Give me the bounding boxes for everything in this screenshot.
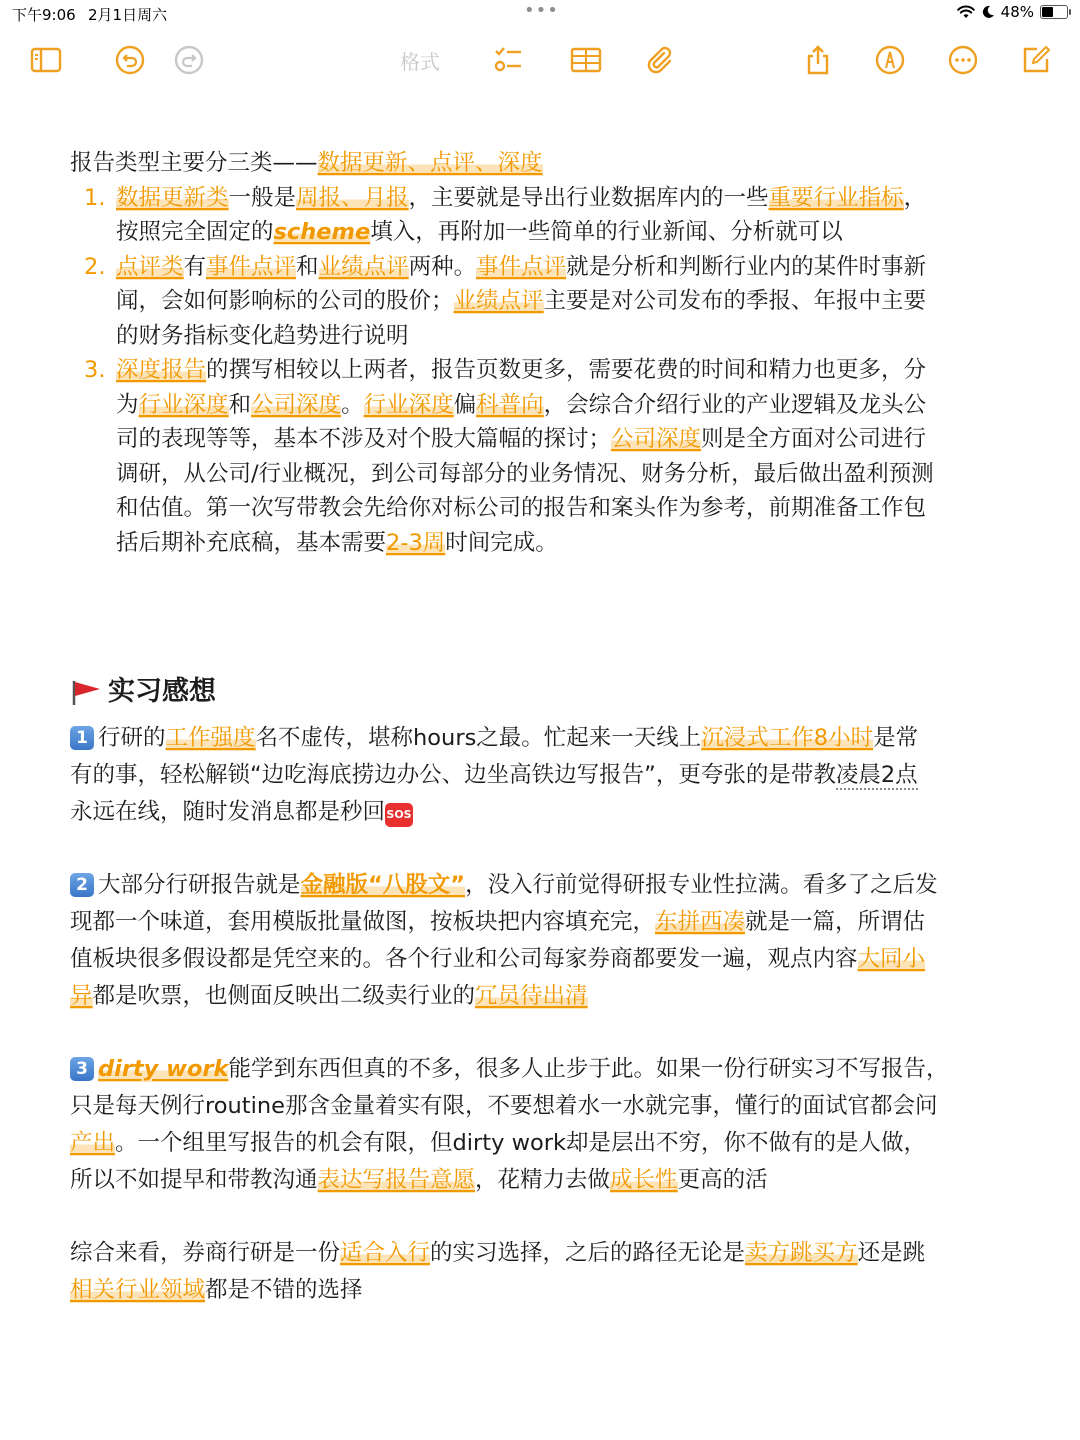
- sidebar-toggle-button[interactable]: [28, 42, 64, 78]
- highlight: 表达写报告意愿: [317, 1167, 476, 1193]
- highlight: scheme: [273, 219, 371, 245]
- text: 的实习选择，之后的路径无论是: [430, 1240, 746, 1266]
- text: 和: [228, 391, 252, 418]
- highlight: 点评类: [116, 253, 184, 280]
- text: 司的表现等等，基本不涉及对个股大篇幅的探讨；: [116, 426, 612, 452]
- text: 都是不错的选择: [205, 1277, 363, 1303]
- checklist-icon: [492, 44, 524, 76]
- battery-fill: [1042, 7, 1053, 17]
- text: ，主要就是导出行业数据库内的一些: [408, 184, 769, 211]
- paperclip-icon: [644, 44, 676, 76]
- text: 一般是: [228, 184, 297, 211]
- keycap-3-icon: 3: [70, 1057, 94, 1081]
- text: 行研的: [98, 725, 166, 751]
- highlight: 异: [70, 983, 93, 1009]
- compose-button[interactable]: [1018, 42, 1054, 78]
- share-icon: [802, 44, 834, 76]
- battery-icon: [1040, 5, 1068, 19]
- text: 和: [296, 253, 319, 280]
- text: 两种。: [408, 253, 477, 280]
- undo-icon: [114, 44, 146, 76]
- text: 值板块很多假设都是凭空来的。各个行业和公司每家券商都要发一遍，观点内容: [70, 946, 858, 972]
- text: 有的事，轻松解锁“边吃海底捞边办公、边坐高铁边写报告”，更夸张的是带教: [70, 762, 836, 788]
- text: ，没入行前觉得研报专业性拉满。看多了之后发: [465, 872, 938, 898]
- status-date: 2月1日周六: [88, 6, 168, 24]
- highlight: 工作强度: [165, 725, 256, 751]
- status-bar: [0, 0, 1080, 28]
- text: 和估值。第一次写带教会先给你对标公司的报告和案头作为参考，前期准备工作包: [116, 495, 927, 521]
- text: 闻，会如何影响标的公司的股价；: [116, 288, 454, 314]
- text: 只是每天例行routine那含金量着实有限，不要想着水一水就完事，懂行的面试官都会问: [70, 1093, 938, 1119]
- text: 的财务指标变化趋势进行说明: [116, 322, 409, 349]
- compose-icon: [1020, 44, 1052, 76]
- text: 永远在线，随时发消息都是秒回: [70, 799, 386, 825]
- list-item-2: [70, 250, 1020, 354]
- moon-icon: [981, 5, 995, 19]
- text: 括后期补充底稿，基本需要: [116, 529, 387, 556]
- battery-percent: 48%: [1000, 3, 1034, 21]
- highlight: 成长性: [610, 1167, 678, 1193]
- table-icon: [570, 44, 602, 76]
- list-number: 3.: [84, 357, 106, 383]
- text: 填入，再附加一些简单的行业新闻、分析就可以: [370, 219, 843, 245]
- undo-button[interactable]: [112, 42, 148, 78]
- highlight: 事件点评: [206, 253, 297, 280]
- note-body[interactable]: [70, 146, 1020, 1309]
- highlight: 周报、月报: [296, 184, 409, 211]
- dotted-text: 凌晨2点: [835, 762, 918, 788]
- checklist-button[interactable]: [490, 42, 526, 78]
- sos-icon: SOS: [385, 803, 413, 827]
- report-types-section: [70, 146, 1020, 560]
- text: 则是全方面对公司进行: [701, 426, 927, 452]
- text: 是常: [873, 725, 919, 751]
- highlight: 业绩点评: [453, 288, 544, 314]
- highlight: 产出: [70, 1130, 116, 1156]
- keycap-1-icon: 1: [70, 726, 94, 750]
- text: 。: [341, 391, 364, 418]
- notes-toolbar: [0, 36, 1080, 84]
- heading-text: 实习感想: [108, 676, 216, 707]
- list-number: 1.: [84, 184, 106, 211]
- spacer: [70, 831, 1020, 867]
- paragraph-3: [70, 1051, 1020, 1199]
- intro-line: [70, 146, 1020, 181]
- more-button[interactable]: [945, 42, 981, 78]
- format-button[interactable]: 格式: [400, 50, 440, 74]
- paragraph-4: [70, 1235, 1020, 1309]
- highlight: 重要行业指标: [768, 184, 904, 211]
- text: 能学到东西但真的不多，很多人止步于此。如果一份行研实习不写报告，: [228, 1056, 949, 1082]
- highlight: 公司深度: [251, 391, 342, 418]
- attachment-button[interactable]: [642, 42, 678, 78]
- multitasking-dots-icon[interactable]: •••: [524, 0, 559, 21]
- text: 大部分行研报告就是: [98, 872, 301, 898]
- text: 综合来看，券商行研是一份: [70, 1240, 341, 1266]
- highlight: 金融版“八股文”: [300, 872, 466, 898]
- text: 就是一篇，所谓估: [745, 909, 926, 935]
- highlight: 卖方跳买方: [745, 1240, 858, 1266]
- status-time: 下午9:06: [12, 6, 76, 24]
- list-item-1: [70, 181, 1020, 250]
- list-number: 2.: [84, 253, 106, 280]
- text: 都是吹票，也侧面反映出二级卖行业的: [92, 983, 476, 1009]
- highlight: 科普向: [476, 391, 544, 418]
- spacer: [70, 1015, 1020, 1051]
- highlight: 公司深度: [611, 426, 702, 452]
- text: 时间完成。: [445, 529, 558, 556]
- share-button[interactable]: [800, 42, 836, 78]
- text: 就是分析和判断行业内的某件时事新: [566, 253, 927, 280]
- text: 。一个组里写报告的机会有限，但dirty work却是层出不穷，你不做有的是人做，: [115, 1130, 927, 1156]
- highlight: 适合入行: [340, 1240, 431, 1266]
- highlight: 行业深度: [363, 391, 454, 418]
- status-right: [957, 3, 1068, 21]
- redo-button[interactable]: [171, 42, 207, 78]
- markup-button[interactable]: [872, 42, 908, 78]
- list-item-3: [70, 353, 1020, 560]
- pen-markup-icon: [874, 44, 906, 76]
- highlight: 沉浸式工作8小时: [701, 725, 874, 751]
- section-heading: [70, 672, 1020, 712]
- text: 偏: [453, 391, 477, 418]
- spacer: [70, 1199, 1020, 1235]
- highlight: 事件点评: [476, 253, 567, 280]
- text: 现都一个味道，套用模版批量做图，按板块把内容填充完，: [70, 909, 656, 935]
- redo-icon: [173, 44, 205, 76]
- text: 报告类型主要分三类——: [70, 150, 318, 176]
- sidebar-icon: [30, 44, 62, 76]
- highlight: 业绩点评: [318, 253, 409, 280]
- highlight: 数据更新类: [116, 184, 229, 211]
- paragraph-1: [70, 720, 1020, 831]
- more-ellipsis-icon: [947, 44, 979, 76]
- text: 的撰写相较以上两者，报告页数更多，需要花费的时间和精力也更多，分: [206, 357, 927, 383]
- text: 更高的活: [677, 1167, 768, 1193]
- text: ，: [903, 184, 927, 211]
- spacer: [70, 560, 1020, 672]
- text: 所以不如提早和带教沟通: [70, 1167, 318, 1193]
- text: 主要是对公司发布的季报、年报中主要: [543, 288, 927, 314]
- text: 按照完全固定的: [116, 219, 274, 245]
- keycap-2-icon: 2: [70, 873, 94, 897]
- highlight: 数据更新、点评、深度: [317, 150, 543, 176]
- wifi-icon: [957, 5, 975, 19]
- red-flag-icon: [70, 677, 104, 707]
- table-button[interactable]: [568, 42, 604, 78]
- highlight: 行业深度: [138, 391, 229, 418]
- highlight: 冗员待出清: [475, 983, 588, 1009]
- text: ，花精力去做: [475, 1167, 611, 1193]
- highlight: dirty work: [98, 1056, 229, 1082]
- highlight: 2-3周: [386, 529, 446, 556]
- text: ，会综合介绍行业的产业逻辑及龙头公: [543, 391, 927, 418]
- text: 名不虚传，堪称hours之最。忙起来一天线上: [255, 725, 702, 751]
- highlight: 东拼西凑: [655, 909, 746, 935]
- paragraph-2: [70, 867, 1020, 1015]
- text: 为: [116, 391, 139, 418]
- text: 有: [183, 253, 207, 280]
- highlight: 大同小: [857, 946, 926, 972]
- highlight: 相关行业领域: [70, 1277, 206, 1303]
- text: 调研，从公司/行业概况，到公司每部分的业务情况、财务分析，最后做出盈利预测: [116, 460, 934, 487]
- highlight: 深度报告: [116, 357, 207, 383]
- spacer: [70, 712, 1020, 720]
- text: 还是跳: [857, 1240, 926, 1266]
